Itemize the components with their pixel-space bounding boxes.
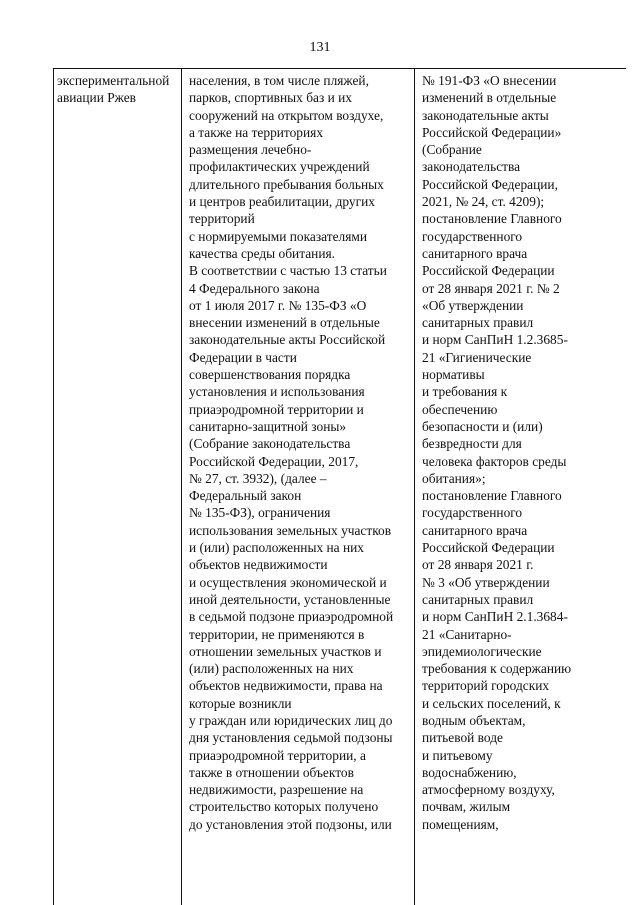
table-cell-line: парков, спортивных баз и их <box>189 90 352 106</box>
table-cell-line: у граждан или юридических лиц до <box>189 712 393 728</box>
table-cell-line: санитарных правил <box>422 315 534 331</box>
table-cell-line: Федерации в части <box>189 349 297 365</box>
table-cell-line: длительного пребывания больных <box>189 176 384 192</box>
table-cell-line: санитарного врача <box>422 522 528 538</box>
table-cell-line: с нормируемыми показателями <box>189 228 367 244</box>
table-cell-line: (Собрание <box>422 142 482 158</box>
table-cell-line: в седьмой подзоне приаэродромной <box>189 609 394 625</box>
table-cell-line: эпидемиологические <box>422 643 542 659</box>
legal-basis-column <box>415 69 627 905</box>
table-cell-line: совершенствования порядка <box>189 367 351 383</box>
table-cell-line: государственного <box>422 505 523 521</box>
table-cell-line: (или) расположенных на них <box>189 661 354 677</box>
table-cell-line: атмосферному воздуху, <box>422 782 555 798</box>
table-cell-line: строительство которых получено <box>189 799 379 815</box>
table-cell-line: санитарного врача <box>422 245 528 261</box>
table-cell-line: 2021, № 24, ст. 4209); <box>422 194 545 210</box>
table-cell-line: и сельских поселений, к <box>422 695 561 711</box>
table-cell-line: водоснабжению, <box>422 764 517 780</box>
table-cell-line: водным объектам, <box>422 712 526 728</box>
page-number: 131 <box>309 40 331 55</box>
table-cell-line: отношении земельных участков и <box>189 643 382 659</box>
table-cell-line: от 28 января 2021 г. № 2 <box>422 280 560 296</box>
table-cell-line: до установления этой подзоны, или <box>189 816 392 832</box>
table-cell-line: авиации Ржев <box>57 90 137 106</box>
table-cell-line: нормативы <box>422 367 485 383</box>
table-cell-line: обеспечению <box>422 401 498 417</box>
table-cell-line: а также на территориях <box>189 124 324 140</box>
table-cell-line: изменений в отдельные <box>422 90 557 106</box>
table-cell-line: 21 «Гигиенические <box>422 349 532 365</box>
table-cell-line: В соответствии с частью 13 статьи <box>189 263 387 279</box>
table-cell-line: безвредности для <box>422 436 522 452</box>
table-cell-line: почвам, жилым <box>422 799 511 815</box>
table-cell-line: законодательные акты Российской <box>189 332 386 348</box>
table-cell-line: внесении изменений в отдельные <box>189 315 380 331</box>
table-cell-line: питьевой воде <box>422 730 503 746</box>
table-cell-line: сооружений на открытом воздухе, <box>189 107 384 123</box>
table-cell-line: требования к содержанию <box>422 661 572 677</box>
table-cell-line: Российской Федерации, 2017, <box>189 453 359 469</box>
table-cell-line: и осуществления экономической и <box>189 574 387 590</box>
table-cell-line: Российской Федерации, <box>422 176 558 192</box>
table-cell-line: недвижимости, разрешение на <box>189 782 364 798</box>
table-cell-line: человека факторов среды <box>422 453 567 469</box>
table-cell-line: и питьевому <box>422 747 493 763</box>
table-cell-line: № 135-ФЗ), ограничения <box>189 505 331 521</box>
table-cell-line: «Об утверждении <box>422 297 524 313</box>
table-cell-line: и норм СанПиН 2.1.3684- <box>422 609 568 625</box>
table-cell-line: приаэродромной территории, а <box>189 747 366 763</box>
table-cell-line: иной деятельности, установленные <box>189 591 391 607</box>
table-cell-line: государственного <box>422 228 523 244</box>
table-cell-line: объектов недвижимости <box>189 557 328 573</box>
table-cell-line: помещениям, <box>422 816 499 832</box>
table-cell-line: и центров реабилитации, других <box>189 194 375 210</box>
table-cell-line: профилактических учреждений <box>189 159 370 175</box>
restrictions-column <box>182 69 415 905</box>
table-cell-line: 21 «Санитарно- <box>422 626 512 642</box>
table-cell-line: (Собрание законодательства <box>189 436 351 452</box>
table-cell-line: от 1 июля 2017 г. № 135-ФЗ «О <box>189 297 367 313</box>
table-cell-line: и требования к <box>422 384 508 400</box>
table-cell-line: также в отношении объектов <box>189 764 354 780</box>
table-cell-line: от 28 января 2021 г. <box>422 557 534 573</box>
table-cell-line: законодательные акты <box>422 107 549 123</box>
table-cell-line: приаэродромной территории и <box>189 401 364 417</box>
table-cell-line: экспериментальной <box>57 73 170 88</box>
table-cell-line: постановление Главного <box>422 488 562 504</box>
table-cell-line: № 3 «Об утверждении <box>422 574 550 590</box>
table-cell-line: № 191-ФЗ «О внесении <box>422 73 557 88</box>
table-cell-line: законодательства <box>422 159 521 175</box>
table-cell-line: которые возникли <box>189 695 292 711</box>
table-cell-line: Российской Федерации <box>422 263 555 279</box>
table-cell-line: санитарных правил <box>422 591 534 607</box>
table-cell-line: территорий <box>189 211 255 227</box>
table-cell-line: территорий городских <box>422 678 550 694</box>
table-cell-line: безопасности и (или) <box>422 418 543 434</box>
table-cell-line: качества среды обитания. <box>189 245 335 261</box>
zone-name-column <box>54 69 182 905</box>
table-cell-line: Российской Федерации» <box>422 124 562 140</box>
table-cell-line: санитарно-защитной зоны» <box>189 418 347 434</box>
table-cell-line: № 27, ст. 3932), (далее – <box>189 470 327 486</box>
table-cell-line: территории, не применяются в <box>189 626 365 642</box>
regulation-table <box>53 68 626 905</box>
table-cell-line: установления и использования <box>189 384 365 400</box>
table-cell-line: и (или) расположенных на них <box>189 540 364 556</box>
table-cell-line: размещения лечебно- <box>189 142 312 158</box>
table-cell-line: объектов недвижимости, права на <box>189 678 383 694</box>
table-cell-line: Федеральный закон <box>189 488 302 504</box>
table-cell-line: и норм СанПиН 1.2.3685- <box>422 332 568 348</box>
table-cell-line: 4 Федерального закона <box>189 280 320 296</box>
table-cell-line: обитания»; <box>422 470 486 486</box>
table-cell-line: дня установления седьмой подзоны <box>189 730 393 746</box>
table-cell-line: использования земельных участков <box>189 522 392 538</box>
table-cell-line: населения, в том числе пляжей, <box>189 73 369 88</box>
table-cell-line: постановление Главного <box>422 211 562 227</box>
table-cell-line: Российской Федерации <box>422 540 555 556</box>
